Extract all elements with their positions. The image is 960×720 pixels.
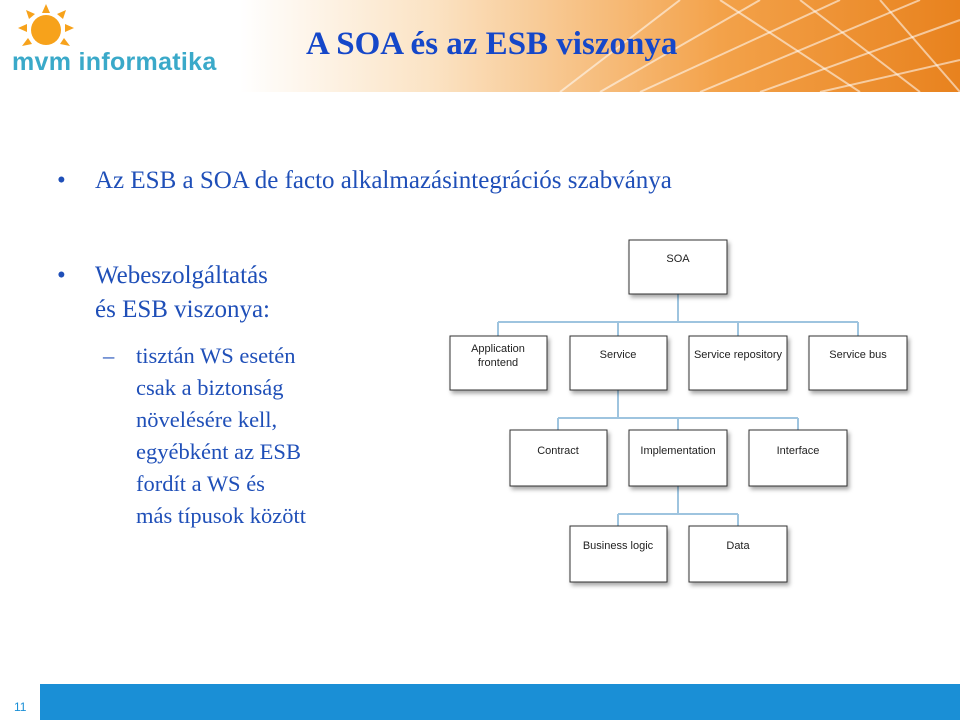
- node-interface: [749, 430, 847, 486]
- bullet-1-text: Az ESB a SOA de facto alkalmazásintegrációs szabványa: [95, 167, 672, 194]
- svg-text:Business logic: Business logic: [582, 540, 654, 552]
- bullet-dot-icon: •: [57, 167, 66, 194]
- dash-icon: –: [103, 343, 115, 368]
- svg-text:Service bus: Service bus: [829, 349, 887, 361]
- node-service: [570, 336, 667, 390]
- node-data: [689, 526, 787, 582]
- node-service-repository: [689, 336, 787, 390]
- diagram-connectors: [498, 294, 858, 526]
- svg-text:Service repository: Service repository: [693, 349, 783, 361]
- company-logo-text: mvm informatika: [12, 48, 217, 76]
- sub-bullet-line: növelésére kell,: [136, 407, 278, 432]
- svg-text:Application: Application: [471, 343, 525, 355]
- svg-text:Contract: Contract: [537, 445, 579, 457]
- svg-text:Data: Data: [726, 540, 750, 552]
- sub-bullet-line: más típusok között: [136, 503, 306, 528]
- sub-bullet-line: csak a biztonság: [136, 375, 284, 400]
- svg-text:frontend: frontend: [477, 357, 519, 369]
- sun-logo-icon: [8, 4, 88, 54]
- page-number: 11: [14, 700, 27, 714]
- node-application-frontend: [450, 336, 547, 390]
- sub-bullet: [103, 340, 306, 532]
- soa-hierarchy-diagram: [440, 230, 920, 590]
- node-contract: [510, 430, 607, 486]
- svg-text:Service: Service: [599, 349, 637, 361]
- node-business-logic: [570, 526, 667, 582]
- node-soa: [629, 240, 727, 294]
- bullet-dot-icon: •: [57, 262, 66, 289]
- footer-bar: [0, 684, 960, 720]
- node-service-bus: [809, 336, 907, 390]
- page-number-box: [0, 684, 40, 720]
- svg-text:SOA: SOA: [666, 253, 690, 265]
- sub-bullet-line: fordít a WS és: [136, 471, 265, 496]
- svg-text:Interface: Interface: [776, 445, 820, 457]
- node-implementation: [629, 430, 727, 486]
- slide-title: A SOA és az ESB viszonya: [306, 26, 678, 62]
- header-banner: [0, 0, 960, 92]
- svg-text:Implementation: Implementation: [640, 445, 716, 457]
- bullet-1: [57, 167, 672, 195]
- sub-bullet-line: tisztán WS esetén: [136, 343, 296, 368]
- bullet-2-line: és ESB viszonya:: [95, 296, 270, 323]
- sub-bullet-line: egyébként az ESB: [136, 439, 301, 464]
- bullet-2: [57, 259, 270, 327]
- bullet-2-line: Webeszolgáltatás: [95, 262, 268, 289]
